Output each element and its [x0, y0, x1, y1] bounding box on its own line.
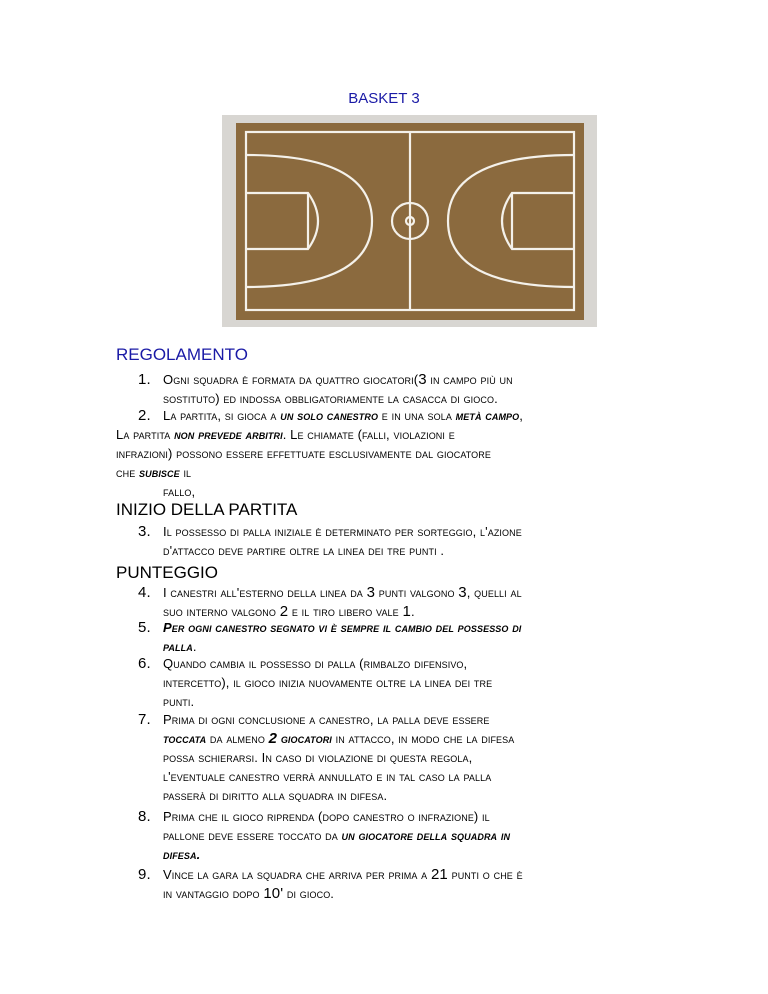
- item-text: che: [116, 465, 140, 480]
- item-text: toccata: [163, 731, 207, 746]
- item-number: 7.: [138, 711, 151, 728]
- item-text: infrazioni) possono essere effettuate esclusivamente dal giocatore: [116, 446, 491, 461]
- item-text: 21: [430, 866, 448, 883]
- item-number: 9.: [138, 866, 151, 883]
- item-number: 3.: [138, 523, 151, 540]
- item-text: punti o che è: [447, 867, 523, 882]
- item-text: sostituto) ed indossa obbligatoriamente la casacca di gioco.: [163, 391, 498, 406]
- item-text: possa schierarsi. In caso di violazione di questa regola,: [163, 750, 473, 765]
- item-number: 2.: [138, 407, 151, 424]
- item-text: 3: [458, 584, 467, 601]
- list-item: [138, 583, 522, 621]
- item-text: pallone deve essere toccato da: [163, 828, 342, 843]
- item-number: 8.: [138, 808, 151, 825]
- list-item-continuation: [163, 482, 195, 501]
- item-text: 3: [366, 584, 376, 601]
- list-item: [138, 865, 523, 903]
- list-item: [138, 522, 522, 560]
- item-number: 4.: [138, 584, 151, 601]
- item-text: .: [192, 639, 197, 654]
- page-title: BASKET 3: [348, 90, 420, 107]
- item-text: subisce: [139, 465, 180, 480]
- item-text: in vantaggio dopo: [163, 886, 264, 901]
- item-text: il: [179, 465, 192, 480]
- item-text: Prima di ogni conclusione a canestro, la palla deve essere: [163, 712, 490, 727]
- list-item: [138, 618, 522, 656]
- item-text: I canestri all'esterno della linea da: [163, 585, 367, 600]
- item-text: Per ogni canestro segnato vi è sempre il cambio del possesso di: [163, 620, 522, 635]
- list-item: [138, 370, 513, 408]
- item-text: suo interno valgono: [163, 604, 280, 619]
- item-text: 1: [402, 603, 411, 620]
- basketball-court-image: [222, 115, 597, 327]
- item-text: un solo canestro: [280, 408, 379, 423]
- item-text: 2: [268, 730, 278, 747]
- item-text: Quando cambia il possesso di palla (rimbalzo difensivo,: [163, 656, 468, 671]
- item-text: La partita: [116, 427, 175, 442]
- list-item: [138, 807, 511, 864]
- item-text: .: [410, 604, 415, 619]
- item-text: Ogni squadra è formata da quattro giocatori(: [163, 372, 419, 387]
- item-text: in campo più un: [426, 372, 513, 387]
- item-number: 5.: [138, 619, 151, 636]
- item-text: Vince la gara la squadra che arriva per prima a: [163, 867, 431, 882]
- item-text: 2: [279, 603, 289, 620]
- section-regolamento: REGOLAMENTO: [116, 345, 248, 364]
- item-text: passerà di diritto alla squadra in difesa.: [163, 788, 388, 803]
- section-punteggio: PUNTEGGIO: [116, 563, 219, 582]
- item-text: giocatori: [277, 731, 332, 746]
- item-text: palla: [163, 639, 193, 654]
- item-text: Il possesso di palla iniziale è determinato per sorteggio, l'azione: [163, 524, 522, 539]
- item-text: l'eventuale canestro verrà annullato e in tal caso la palla: [163, 769, 492, 784]
- item-text: intercetto), il gioco inizia nuovamente oltre la linea dei tre: [163, 675, 493, 690]
- item-number: 1.: [138, 371, 151, 388]
- item-number: 6.: [138, 655, 151, 672]
- item-text: metà campo: [455, 408, 520, 423]
- list-item-continuation: [116, 425, 491, 482]
- item-text: d'attacco deve partire oltre la linea dei tre punti .: [163, 543, 445, 558]
- item-text: un giocatore della squadra in: [341, 828, 511, 843]
- list-item: [138, 654, 493, 711]
- item-text: . Le chiamate (falli, violazioni e: [282, 427, 455, 442]
- item-text: punti valgono: [375, 585, 459, 600]
- item-text: in attacco, in modo che la difesa: [331, 731, 515, 746]
- item-text: 3: [418, 371, 427, 388]
- list-item: [138, 406, 723, 425]
- item-text: , quelli al: [466, 585, 522, 600]
- item-text: da almeno: [206, 731, 269, 746]
- item-text: fallo,: [163, 484, 196, 499]
- item-text: punti.: [163, 694, 195, 709]
- item-text: non prevede arbitri: [174, 427, 283, 442]
- section-inizio: INIZIO DELLA PARTITA: [116, 500, 298, 519]
- item-text: di gioco.: [283, 886, 335, 901]
- item-text: difesa.: [163, 847, 201, 862]
- item-text: ,: [519, 408, 523, 423]
- item-text: e il tiro libero vale: [288, 604, 403, 619]
- item-text: 10': [263, 885, 284, 902]
- list-item: [138, 710, 515, 805]
- item-text: La partita, si gioca a: [163, 408, 281, 423]
- item-text: e in una sola: [378, 408, 456, 423]
- item-text: Prima che il gioco riprenda (dopo canestro o infrazione) il: [163, 809, 490, 824]
